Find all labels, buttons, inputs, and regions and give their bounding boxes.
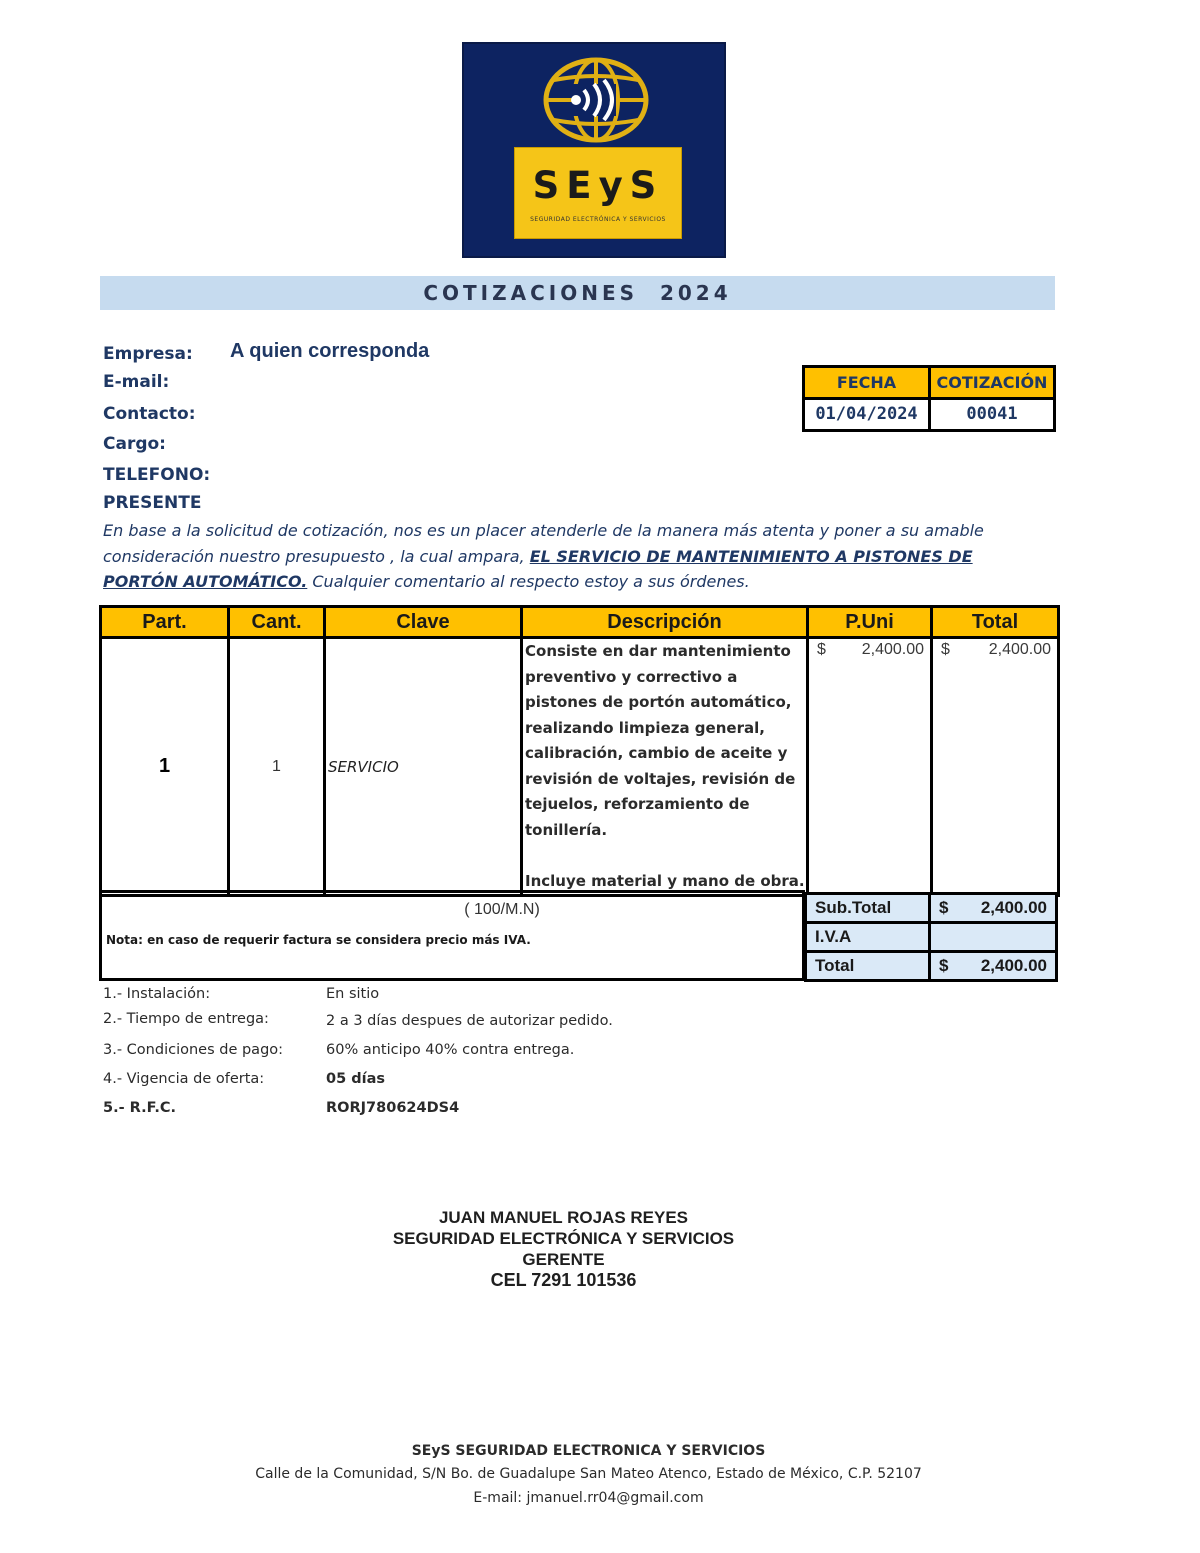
signer-phone: CEL 7291 101536 [490, 1270, 637, 1290]
cell-part: 1 [101, 638, 229, 896]
intro-text: En base a la solicitud de cotización, nos es un placer atenderle de la manera más atenta y poner a su amable consideración nuestro presupuesto , la cual ampara, [103, 521, 984, 566]
page-title: COTIZACIONES 2024 [423, 281, 732, 305]
condition-value: En sitio [326, 986, 380, 1002]
currency-symbol: $ [817, 641, 826, 658]
intro-highlight: EL SERVICIO DE MANTENIMIENTO A PISTONES DE PORTÓN AUTOMÁTICO. [103, 546, 973, 591]
total-row [806, 952, 1057, 981]
condition-label: 3.- Condiciones de pago: [103, 1042, 284, 1058]
total-amount: 2,400.00 [988, 641, 1051, 658]
subtotal-amount: 2,400.00 [980, 898, 1047, 917]
email-label: E-mail: [103, 372, 170, 392]
descripcion-text: Consiste en dar mantenimiento preventivo y correctivo a pistones de portón automático, realizando limpieza general, calibración, cambio de aceite y revisión de voltajes, revisión de tejuelos, reforzamiento de tonillería. Incluye material y mano de obra. [525, 642, 805, 890]
intro-text-end: Cualquier comentario al respecto estoy a sus órdenes. [307, 572, 750, 591]
cell-cant: 1 [229, 638, 325, 896]
condition-value: 05 días [326, 1071, 385, 1087]
total-cell [930, 952, 1057, 981]
condition-value: RORJ780624DS4 [326, 1100, 460, 1116]
cell-puni [808, 638, 932, 896]
amount-in-words: ( 100/M.N) [464, 901, 540, 918]
title-bar [100, 276, 1055, 310]
header-part: Part. [101, 607, 229, 638]
header-descripcion: Descripción [522, 607, 808, 638]
footer-address: Calle de la Comunidad, S/N Bo. de Guadalupe San Mateo Atenco, Estado de México, C.P. 52107 [255, 1466, 922, 1482]
signer-role: GERENTE [522, 1250, 605, 1269]
intro-paragraph [103, 518, 1023, 595]
subtotal-label: Sub.Total [806, 894, 930, 923]
condition-value: 60% anticipo 40% contra entrega. [326, 1042, 575, 1058]
footer [150, 1440, 1027, 1510]
signer-company: SEGURIDAD ELECTRÓNICA Y SERVICIOS [392, 1229, 735, 1248]
fecha-header: FECHA [805, 368, 928, 397]
cell-total [932, 638, 1059, 896]
globe-icon [542, 56, 650, 144]
note-box [99, 890, 805, 981]
totals-table [804, 892, 1058, 982]
table-row [101, 638, 1059, 896]
condition-value: 2 a 3 días despues de autorizar pedido. [326, 1013, 613, 1029]
fecha-value: 01/04/2024 [815, 404, 918, 424]
footer-email: E-mail: jmanuel.rr04@gmail.com [473, 1490, 704, 1506]
iva-cell [930, 923, 1057, 952]
condition-label: 5.- R.F.C. [103, 1100, 177, 1116]
logo-tagline: SEGURIDAD ELECTRÓNICA Y SERVICIOS [530, 216, 666, 223]
currency-symbol: $ [941, 641, 950, 658]
condition-label: 2.- Tiempo de entrega: [103, 1011, 269, 1027]
subtotal-cell [930, 894, 1057, 923]
empresa-value: A quien corresponda [230, 340, 430, 362]
currency-symbol: $ [939, 898, 949, 917]
cotizacion-header: COTIZACIÓN [931, 368, 1053, 397]
table-header-row [101, 607, 1059, 638]
cell-descripcion [522, 638, 808, 896]
condition-label: 4.- Vigencia de oferta: [103, 1071, 265, 1087]
condition-label: 1.- Instalación: [103, 986, 211, 1002]
invoice-note: Nota: en caso de requerir factura se considera precio más IVA. [106, 933, 531, 947]
logo-plate [514, 147, 682, 239]
iva-row [806, 923, 1057, 952]
footer-company: SEyS SEGURIDAD ELECTRONICA Y SERVICIOS [411, 1443, 766, 1459]
header-clave: Clave [325, 607, 522, 638]
contacto-label: Contacto: [103, 404, 196, 424]
subtotal-row [806, 894, 1057, 923]
quote-info-box [802, 365, 1056, 432]
cotizacion-value: 00041 [966, 404, 1018, 424]
cargo-label: Cargo: [103, 434, 166, 454]
cell-clave: SERVICIO [325, 638, 522, 896]
company-logo [462, 42, 726, 258]
puni-amount: 2,400.00 [861, 641, 924, 658]
iva-label: I.V.A [806, 923, 930, 952]
logo-brand: SEyS [532, 164, 664, 207]
header-puni: P.Uni [808, 607, 932, 638]
empresa-label: Empresa: [103, 344, 193, 364]
telefono-label: TELEFONO: [103, 465, 211, 485]
total-label: Total [806, 952, 930, 981]
items-table [99, 605, 1060, 897]
header-cant: Cant. [229, 607, 325, 638]
signer-name: JUAN MANUEL ROJAS REYES [438, 1208, 689, 1227]
grand-total-amount: 2,400.00 [980, 956, 1047, 975]
header-total: Total [932, 607, 1059, 638]
presente-label: PRESENTE [103, 493, 202, 513]
signature-block [300, 1207, 827, 1291]
currency-symbol: $ [939, 956, 949, 975]
